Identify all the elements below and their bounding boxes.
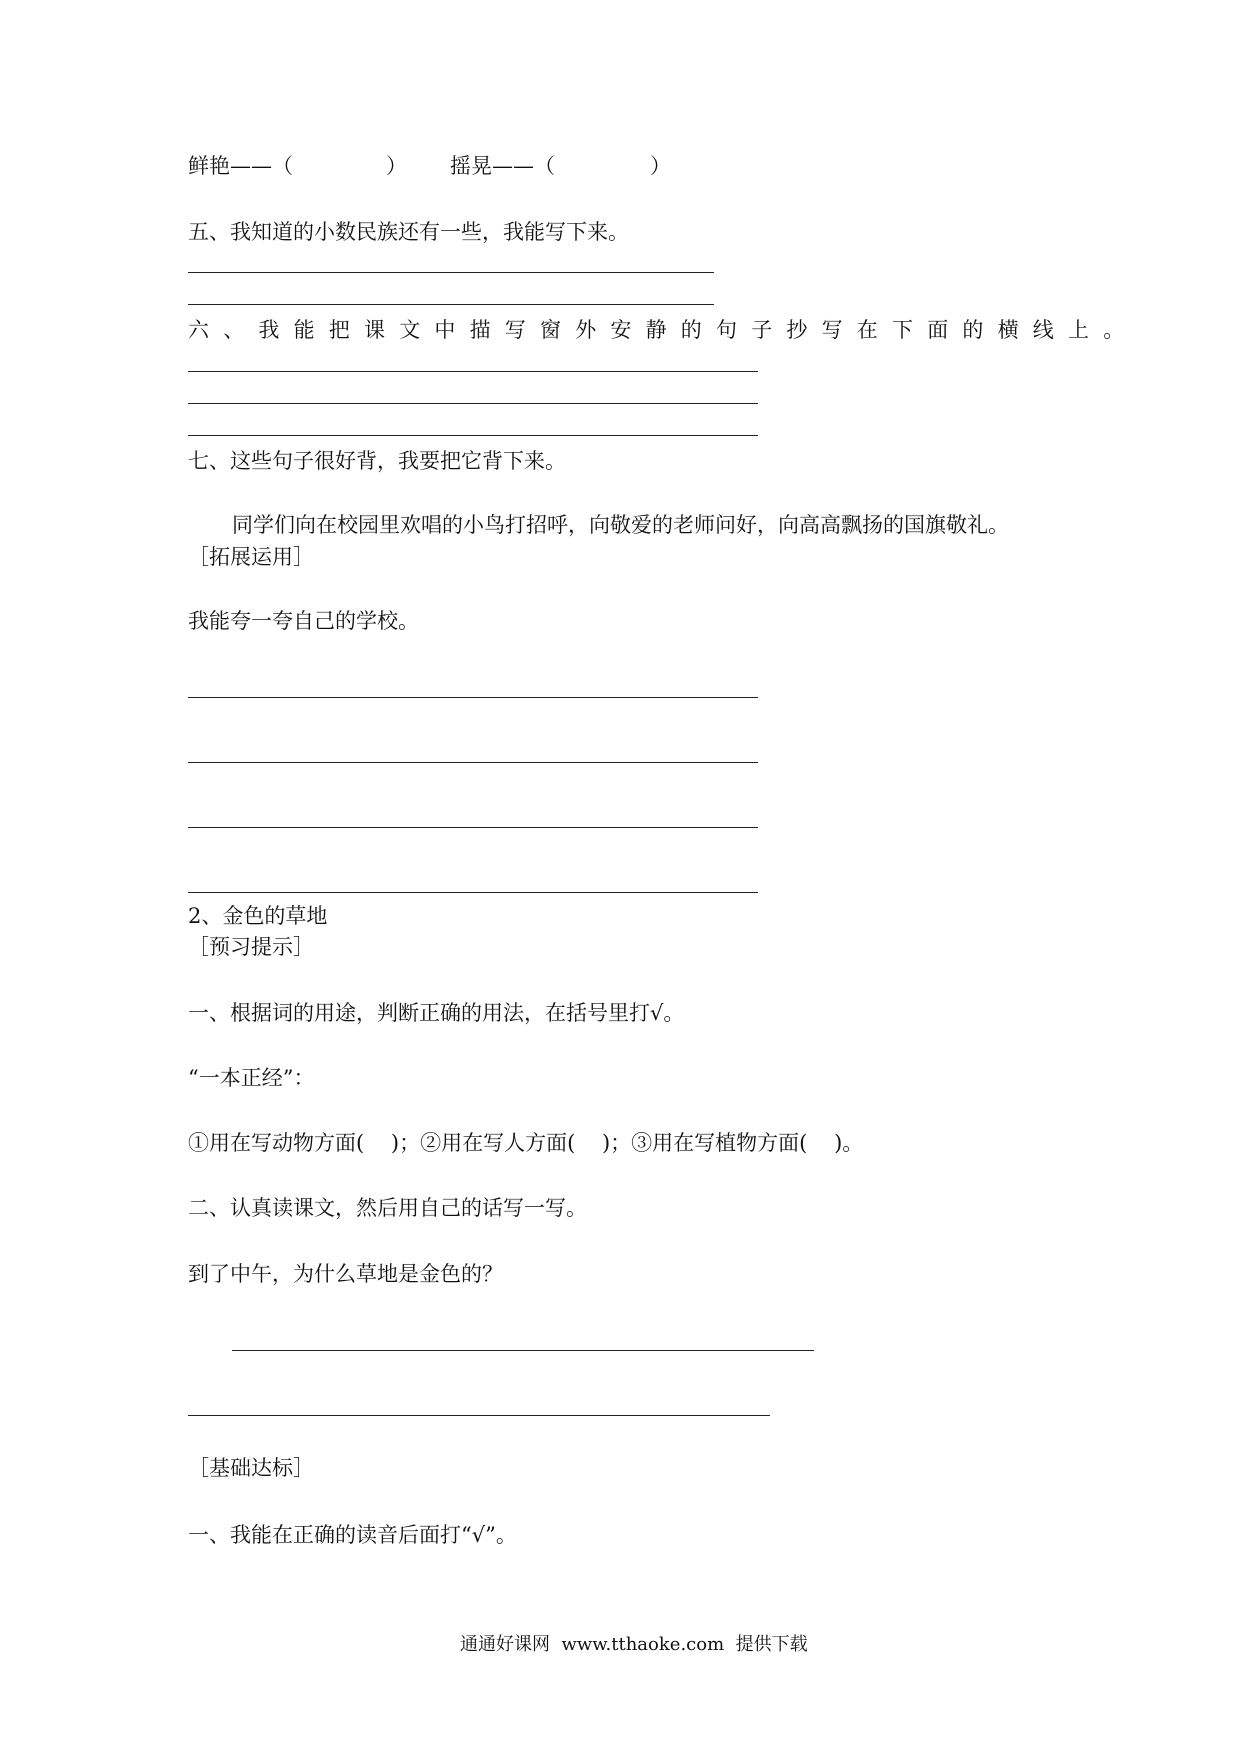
word-pair-2-close: ） xyxy=(650,154,671,178)
usage-options: ①用在写动物方面( )；②用在写人方面( )；③用在写植物方面( )。 xyxy=(188,1131,864,1155)
answer-line[interactable] xyxy=(188,697,758,698)
word-pair-1: 鲜艳——（ xyxy=(188,154,293,178)
answer-line[interactable] xyxy=(188,371,758,372)
answer-line[interactable] xyxy=(188,1415,770,1416)
answer-line[interactable] xyxy=(188,762,758,763)
question-6: 六、我能把课文中描写窗外安静的句子抄写在下面的横线上。 xyxy=(188,318,1139,342)
noon-question: 到了中午，为什么草地是金色的？ xyxy=(188,1262,503,1286)
lesson2-question-1: 一、根据词的用途，判断正确的用法，在括号里打√。 xyxy=(188,1001,685,1025)
answer-line[interactable] xyxy=(188,304,714,305)
basic-question-1: 一、我能在正确的读音后面打“√”。 xyxy=(188,1523,517,1547)
extension-header: ［拓展运用］ xyxy=(188,545,314,569)
lesson2-question-2: 二、认真读课文，然后用自己的话写一写。 xyxy=(188,1196,587,1220)
basic-header: ［基础达标］ xyxy=(188,1456,314,1480)
answer-line[interactable] xyxy=(188,827,758,828)
recite-sentence: 同学们向在校园里欢唱的小鸟打招呼，向敬爱的老师问好，向高高飘扬的国旗敬礼。 xyxy=(232,513,1009,537)
lesson-title: 2、金色的草地 xyxy=(188,904,328,928)
phrase: “一本正经”： xyxy=(188,1066,315,1090)
answer-line[interactable] xyxy=(232,1350,814,1351)
extension-prompt: 我能夸一夸自己的学校。 xyxy=(188,609,419,633)
answer-line[interactable] xyxy=(188,403,758,404)
question-7: 七、这些句子很好背，我要把它背下来。 xyxy=(188,449,566,473)
word-pair-2: 摇晃——（ xyxy=(450,154,555,178)
word-pair-1-close: ） xyxy=(386,154,407,178)
preview-header: ［预习提示］ xyxy=(188,935,314,959)
answer-line[interactable] xyxy=(188,272,714,273)
page-footer: 通通好课网 www.tthaoke.com 提供下载 xyxy=(460,1634,808,1655)
answer-line[interactable] xyxy=(188,892,758,893)
answer-line[interactable] xyxy=(188,435,758,436)
question-5: 五、我知道的小数民族还有一些，我能写下来。 xyxy=(188,220,629,244)
